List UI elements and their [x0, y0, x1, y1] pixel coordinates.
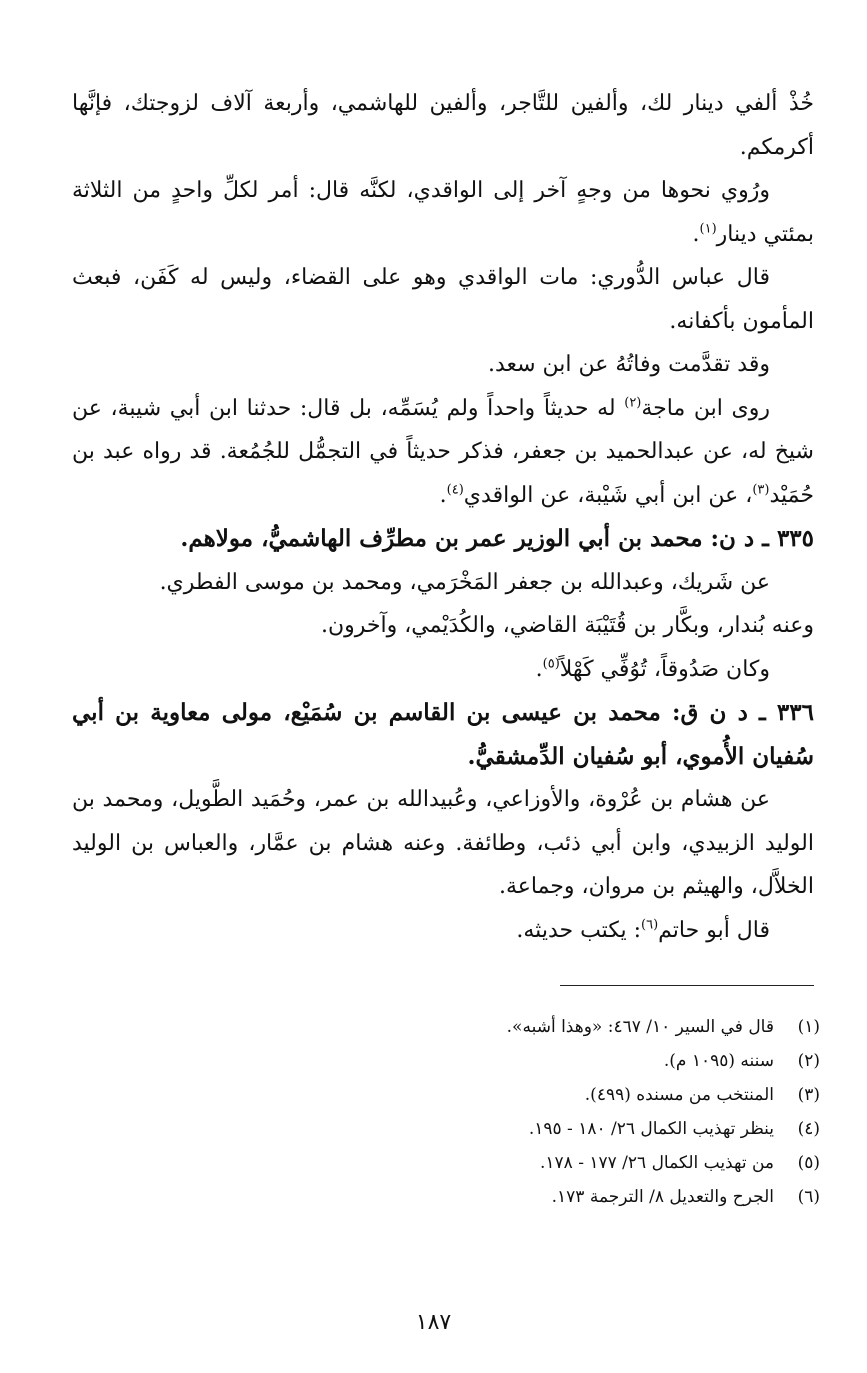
footnote-ref-3: (٣): [752, 482, 770, 498]
footnote-number: (٤): [797, 1119, 820, 1139]
footnote-ref-4: (٤): [446, 482, 464, 498]
footnote-number: (٥): [797, 1153, 820, 1173]
paragraph-5: روى ابن ماجة$^{(٢)}$ له حديثاً واحداً ولم يُسَمِّه، بل قال: حدثنا ابن أبي شيبة، عن شيخ له، عن عبدالحميد بن جعفر، فذكر حديثاً في التجمُّل للجُمُعة. قد رواه عبد بن حُمَيْد$^{(٣)}$، عن ابن أبي شَيْبة، عن الواقدي$^{(٤)}$.: [72, 395, 814, 508]
entry-335-para-3: وكان صَدُوقاً، تُوُفِّي كَهْلاً$^{(٥)}$.: [535, 656, 770, 682]
footnote-number: (٦): [797, 1187, 820, 1207]
footnote-text: سننه (١٠٩٥ م).: [663, 1051, 774, 1071]
footnote-text: المنتخب من مسنده (٤٩٩).: [584, 1085, 774, 1105]
footnote-number: (٣): [797, 1085, 820, 1105]
footnote-ref-6: (٦): [641, 917, 659, 933]
footnote-ref-1: (١): [699, 221, 717, 237]
footnotes: [72, 1010, 820, 1214]
footnote-number: (٢): [797, 1051, 820, 1071]
footnote-text: الجرح والتعديل ٨/ الترجمة ١٧٣.: [551, 1187, 774, 1207]
footnote-3: [72, 1078, 820, 1112]
entry-336-para-2: قال أبو حاتم$^{(٦)}$: يكتب حديثه.: [516, 917, 770, 943]
entry-336-heading: [72, 691, 814, 778]
footnote-4: [72, 1112, 820, 1146]
footnote-2: [72, 1044, 820, 1078]
footnote-text: قال في السير ١٠/ ٤٦٧: «وهذا أشبه».: [506, 1017, 774, 1037]
entry-335-para-1: عن شَريك، وعبدالله بن جعفر المَخْرَمي، ومحمد بن موسى الفطري.: [159, 569, 770, 595]
entry-335-para-2: وعنه بُندار، وبكَّار بن قُتَيْبَة القاضي، والكُدَيْمي، وآخرون.: [320, 613, 814, 638]
footnote-ref-5: (٥): [542, 656, 560, 672]
entry-335-heading: [72, 517, 814, 561]
entry-335-number: ٣٣٥ ـ د ن:: [710, 525, 814, 552]
paragraph-1: خُذْ ألفي دينار لك، وألفين للتَّاجر، وألفين للهاشمي، وأربعة آلاف لزوجتك، فإنَّها أكرمكم.: [72, 91, 814, 160]
paragraph-2: ورُوي نحوها من وجهٍ آخر إلى الواقدي، لكنَّه قال: أمر لكلِّ واحدٍ من الثلاثة بمئتي دينار$^{(١)}$.: [72, 178, 814, 247]
paragraph-3: قال عباس الدُّوري: مات الواقدي وهو على القضاء، وليس له كَفَن، فبعث المأمون بأكفانه.: [72, 265, 814, 334]
footnote-6: [72, 1180, 820, 1214]
paragraph-4: وقد تقدَّمت وفاتُهُ عن ابن سعد.: [487, 352, 770, 377]
entry-335-title: محمد بن أبي الوزير عمر بن مطرِّف الهاشميُّ، مولاهم.: [180, 525, 703, 552]
main-text: [72, 82, 814, 952]
footnote-5: [72, 1146, 820, 1180]
footnote-text: ينظر تهذيب الكمال ٢٦/ ١٨٠ - ١٩٥.: [528, 1119, 774, 1139]
footnote-number: (١): [797, 1017, 820, 1037]
entry-336-title: محمد بن عيسى بن القاسم بن سُمَيْع، مولى معاوية بن أبي سُفيان الأُموي، أبو سُفيان الدِّمشقيُّ.: [72, 699, 814, 770]
entry-336-para-1: عن هشام بن عُرْوة، والأوزاعي، وعُبيدالله بن عمر، وحُمَيد الطَّويل، ومحمد بن الوليد الزبيدي، وابن أبي ذئب، وطائفة. وعنه هشام بن عمَّار، والعباس بن الوليد الخلاَّل، والهيثم بن مروان، وجماعة.: [72, 787, 814, 899]
footnote-divider: [560, 985, 814, 986]
footnote-text: من تهذيب الكمال ٢٦/ ١٧٧ - ١٧٨.: [539, 1153, 774, 1173]
page-number: ١٨٧: [415, 1310, 452, 1335]
footnote-1: [72, 1010, 820, 1044]
footnote-ref-2: (٢): [624, 395, 642, 411]
entry-336-number: ٣٣٦ ـ د ن ق:: [671, 699, 814, 726]
